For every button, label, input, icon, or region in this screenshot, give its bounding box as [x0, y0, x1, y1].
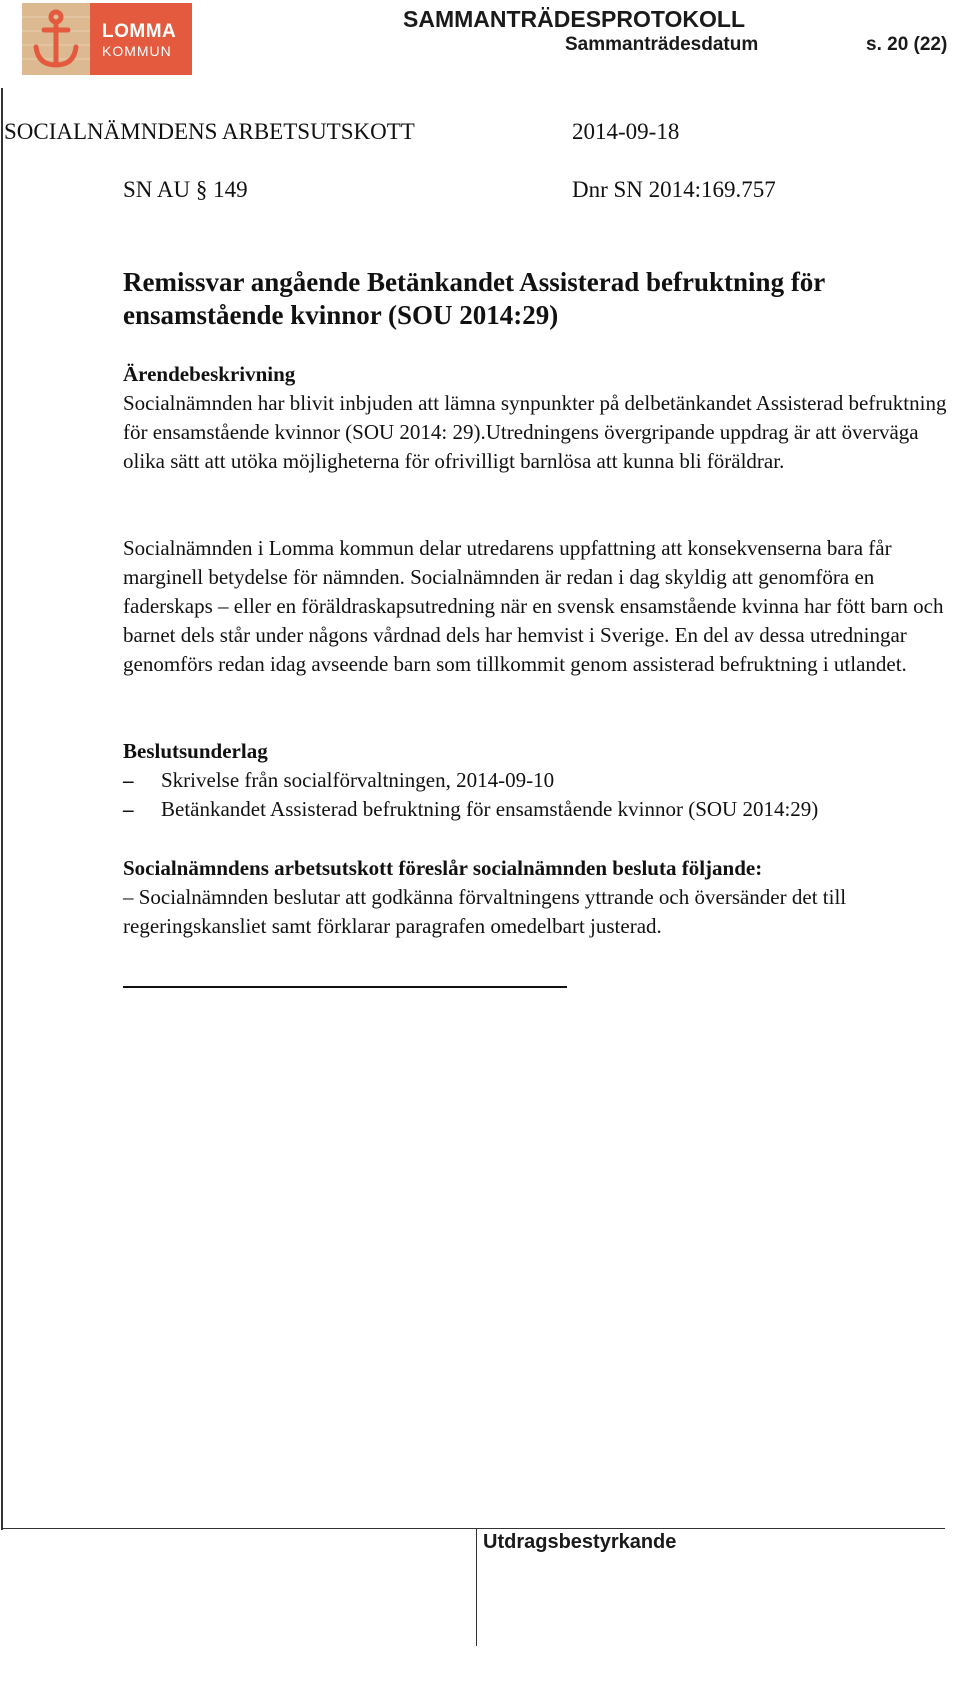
list-item — [123, 766, 953, 795]
case-description-heading: Ärendebeskrivning — [123, 362, 296, 386]
document-type: SAMMANTRÄDESPROTOKOLL — [403, 6, 746, 32]
municipality-logo — [22, 3, 192, 75]
signature-line — [123, 986, 567, 988]
committee-name: SOCIALNÄMNDENS ARBETSUTSKOTT — [4, 119, 415, 144]
meeting-date: 2014-09-18 — [572, 119, 680, 144]
registration-number: Dnr SN 2014:169.757 — [572, 177, 776, 202]
list-dash: – — [123, 797, 134, 821]
opinion-text: Socialnämnden i Lomma kommun delar utredarens uppfattning att konsekvenserna bara får marginell betydelse för nämnden. Socialnämnden är redan i dag skyldig att genomföra en faderskaps – eller en föräldraskapsutredning när en svensk ensamstående kvinna har fött barn och barnet dels står under någons vårdnad dels har hemvist i Sverige. En del av dessa utredningar genomförs redan idag avseende barn som tillkommit genom assisterad befruktning i utlandet. — [123, 536, 944, 676]
footer-rule — [1, 1528, 945, 1529]
decision-basis-heading: Beslutsunderlag — [123, 739, 268, 763]
case-description-section — [123, 360, 953, 476]
logo-text-kommun: KOMMUN — [102, 43, 172, 59]
certification-label: Utdragsbestyrkande — [483, 1531, 677, 1553]
case-description-text: Socialnämnden har blivit inbjuden att lämna synpunkter på delbetänkandet Assisterad befruktning för ensamstående kvinnor (SOU 2014: 29).Utredningens övergripande uppdrag är att överväga olika sätt att utöka möjligheterna för ofrivilligt barnlösa att kunna bli föräldrar. — [123, 391, 947, 473]
left-margin-rule — [1, 88, 3, 1530]
proposal-heading: Socialnämndens arbetsutskott föreslår socialnämnden besluta följande: — [123, 856, 763, 880]
paragraph-number: SN AU § 149 — [123, 177, 248, 202]
list-item-text: Betänkandet Assisterad befruktning för ensamstående kvinnor (SOU 2014:29) — [161, 797, 819, 821]
list-item-text: Skrivelse från socialförvaltningen, 2014-09-10 — [161, 768, 555, 792]
proposal-section — [123, 854, 953, 941]
opinion-section — [123, 534, 953, 679]
logo-text-lomma: LOMMA — [102, 21, 177, 42]
proposal-text: – Socialnämnden beslutar att godkänna förvaltningens yttrande och översänder det till regeringskansliet samt förklarar paragrafen omedelbart justerad. — [123, 885, 847, 938]
list-item — [123, 795, 953, 824]
anchor-emblem — [22, 3, 90, 75]
meeting-date-label: Sammanträdesdatum — [565, 34, 759, 55]
page-number: s. 20 (22) — [866, 34, 948, 55]
case-title: Remissvar angående Betänkandet Assisterad befruktning för ensamstående kvinnor (SOU 2014:29) — [123, 267, 825, 330]
decision-basis-section — [123, 737, 953, 824]
footer-divider — [476, 1528, 477, 1646]
list-dash: – — [123, 768, 134, 792]
